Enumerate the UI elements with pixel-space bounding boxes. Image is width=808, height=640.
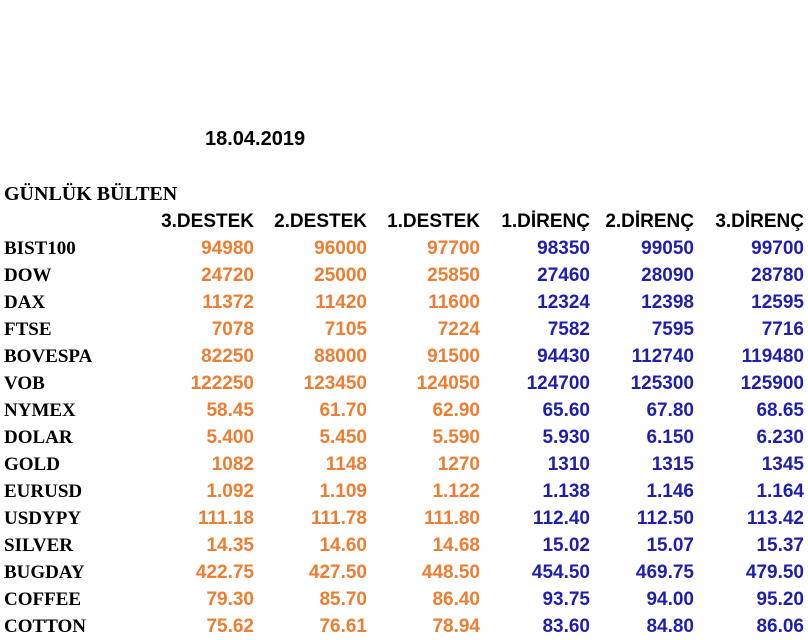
resistance-level-cell: 6.150	[646, 427, 694, 448]
header-blank	[0, 208, 146, 235]
support-level-cell: 82250	[201, 346, 254, 367]
resistance-level-cell: 27460	[537, 265, 590, 286]
support-level-cell: 111.18	[197, 508, 254, 529]
instrument-name: USDYPY	[4, 508, 82, 529]
instrument-name: VOB	[4, 373, 45, 394]
table-row	[0, 289, 808, 316]
support-level-cell: 111.80	[423, 508, 480, 529]
support-level-cell: 5.590	[432, 427, 480, 448]
support-level-cell: 1270	[437, 454, 480, 475]
support-level-cell: 78.94	[432, 616, 480, 637]
header-cell: 3.DİRENÇ	[715, 211, 804, 232]
support-level-cell: 62.90	[432, 400, 480, 421]
resistance-level-cell: 86.06	[756, 616, 804, 637]
support-level-cell: 24720	[201, 265, 254, 286]
resistance-level-cell: 67.80	[646, 400, 694, 421]
bulletin-title: GÜNLÜK BÜLTEN	[4, 183, 178, 205]
resistance-level-cell: 65.60	[542, 400, 590, 421]
resistance-level-cell: 7716	[761, 319, 804, 340]
instrument-name: COTTON	[4, 616, 87, 637]
header-cell: 2.DESTEK	[274, 211, 367, 232]
instrument-name: DOLAR	[4, 427, 73, 448]
resistance-level-cell: 28780	[751, 265, 804, 286]
table-row	[0, 424, 808, 451]
header-row	[0, 208, 808, 235]
support-level-cell: 111.78	[310, 508, 367, 529]
resistance-level-cell: 6.230	[756, 427, 804, 448]
resistance-level-cell: 469.75	[635, 562, 694, 583]
instrument-name: NYMEX	[4, 400, 76, 421]
resistance-level-cell: 94.00	[646, 589, 694, 610]
resistance-level-cell: 15.37	[756, 535, 804, 556]
header-cell: 1.DİRENÇ	[501, 211, 590, 232]
resistance-level-cell: 7582	[547, 319, 590, 340]
support-level-cell: 1.092	[206, 481, 254, 502]
resistance-level-cell: 15.07	[646, 535, 694, 556]
resistance-level-cell: 125900	[740, 373, 804, 394]
resistance-level-cell: 119480	[741, 346, 804, 367]
instrument-name: BUGDAY	[4, 562, 85, 583]
support-level-cell: 97700	[427, 238, 480, 259]
resistance-level-cell: 28090	[641, 265, 694, 286]
support-level-cell: 124050	[416, 373, 480, 394]
table-row	[0, 478, 808, 505]
table-row	[0, 451, 808, 478]
support-level-cell: 14.60	[319, 535, 367, 556]
support-level-cell: 85.70	[319, 589, 367, 610]
support-level-cell: 448.50	[421, 562, 480, 583]
support-level-cell: 75.62	[206, 616, 254, 637]
support-level-cell: 96000	[314, 238, 367, 259]
support-level-cell: 61.70	[319, 400, 367, 421]
support-level-cell: 7078	[211, 319, 254, 340]
resistance-level-cell: 99050	[641, 238, 694, 259]
support-level-cell: 1.109	[319, 481, 367, 502]
support-level-cell: 25850	[427, 265, 480, 286]
support-level-cell: 1148	[325, 454, 367, 475]
instrument-name: COFFEE	[4, 589, 82, 610]
resistance-level-cell: 12324	[537, 292, 590, 313]
support-level-cell: 76.61	[319, 616, 367, 637]
support-level-cell: 25000	[314, 265, 367, 286]
table-row	[0, 262, 808, 289]
resistance-level-cell: 68.65	[756, 400, 804, 421]
support-level-cell: 11420	[315, 292, 367, 313]
instrument-name: DAX	[4, 292, 46, 313]
table-row	[0, 316, 808, 343]
support-level-cell: 14.35	[206, 535, 254, 556]
support-level-cell: 94980	[201, 238, 254, 259]
resistance-level-cell: 12595	[751, 292, 804, 313]
resistance-level-cell: 124700	[526, 373, 590, 394]
resistance-level-cell: 112.50	[636, 508, 694, 529]
table-row	[0, 235, 808, 262]
support-level-cell: 427.50	[308, 562, 367, 583]
support-level-cell: 91500	[427, 346, 480, 367]
instrument-name: EURUSD	[4, 481, 83, 502]
support-level-cell: 11600	[428, 292, 480, 313]
support-level-cell: 1.122	[432, 481, 480, 502]
instrument-name: SILVER	[4, 535, 74, 556]
instrument-name: GOLD	[4, 454, 60, 475]
resistance-level-cell: 12398	[641, 292, 694, 313]
table-row	[0, 343, 808, 370]
support-level-cell: 123450	[303, 373, 367, 394]
support-level-cell: 122250	[190, 373, 254, 394]
support-level-cell: 58.45	[206, 400, 254, 421]
support-level-cell: 7224	[437, 319, 480, 340]
resistance-level-cell: 1.164	[756, 481, 804, 502]
instrument-name: DOW	[4, 265, 52, 286]
table-row	[0, 370, 808, 397]
table-row	[0, 532, 808, 559]
table-row	[0, 613, 808, 640]
table-body	[0, 235, 808, 640]
instrument-name: BOVESPA	[4, 346, 93, 367]
header-cell: 3.DESTEK	[161, 211, 254, 232]
resistance-level-cell: 84.80	[646, 616, 694, 637]
bulletin-date: 18.04.2019	[205, 128, 306, 150]
support-level-cell: 5.450	[319, 427, 367, 448]
support-level-cell: 14.68	[432, 535, 480, 556]
support-level-cell: 88000	[314, 346, 367, 367]
resistance-level-cell: 112740	[631, 346, 694, 367]
instrument-name: BIST100	[4, 238, 76, 259]
levels-table	[0, 208, 808, 640]
header-cell: 1.DESTEK	[387, 211, 480, 232]
resistance-level-cell: 1.138	[542, 481, 590, 502]
resistance-level-cell: 125300	[630, 373, 694, 394]
table-row	[0, 586, 808, 613]
support-level-cell: 1082	[211, 454, 254, 475]
resistance-level-cell: 98350	[537, 238, 590, 259]
support-level-cell: 7105	[324, 319, 367, 340]
resistance-level-cell: 1345	[761, 454, 804, 475]
resistance-level-cell: 454.50	[531, 562, 590, 583]
resistance-level-cell: 112.40	[532, 508, 590, 529]
resistance-level-cell: 95.20	[756, 589, 804, 610]
resistance-level-cell: 15.02	[542, 535, 590, 556]
support-level-cell: 86.40	[432, 589, 480, 610]
support-level-cell: 422.75	[195, 562, 254, 583]
support-level-cell: 11372	[202, 292, 254, 313]
resistance-level-cell: 7595	[651, 319, 694, 340]
resistance-level-cell: 1310	[547, 454, 590, 475]
support-level-cell: 5.400	[206, 427, 254, 448]
support-level-cell: 79.30	[206, 589, 254, 610]
resistance-level-cell: 5.930	[542, 427, 590, 448]
resistance-level-cell: 1315	[651, 454, 694, 475]
resistance-level-cell: 94430	[537, 346, 590, 367]
resistance-level-cell: 113.42	[746, 508, 804, 529]
table-row	[0, 559, 808, 586]
resistance-level-cell: 99700	[751, 238, 804, 259]
resistance-level-cell: 83.60	[542, 616, 590, 637]
table-row	[0, 505, 808, 532]
resistance-level-cell: 93.75	[542, 589, 590, 610]
header-cell: 2.DİRENÇ	[605, 211, 694, 232]
table-row	[0, 397, 808, 424]
resistance-level-cell: 479.50	[745, 562, 804, 583]
resistance-level-cell: 1.146	[646, 481, 694, 502]
instrument-name: FTSE	[4, 319, 52, 340]
